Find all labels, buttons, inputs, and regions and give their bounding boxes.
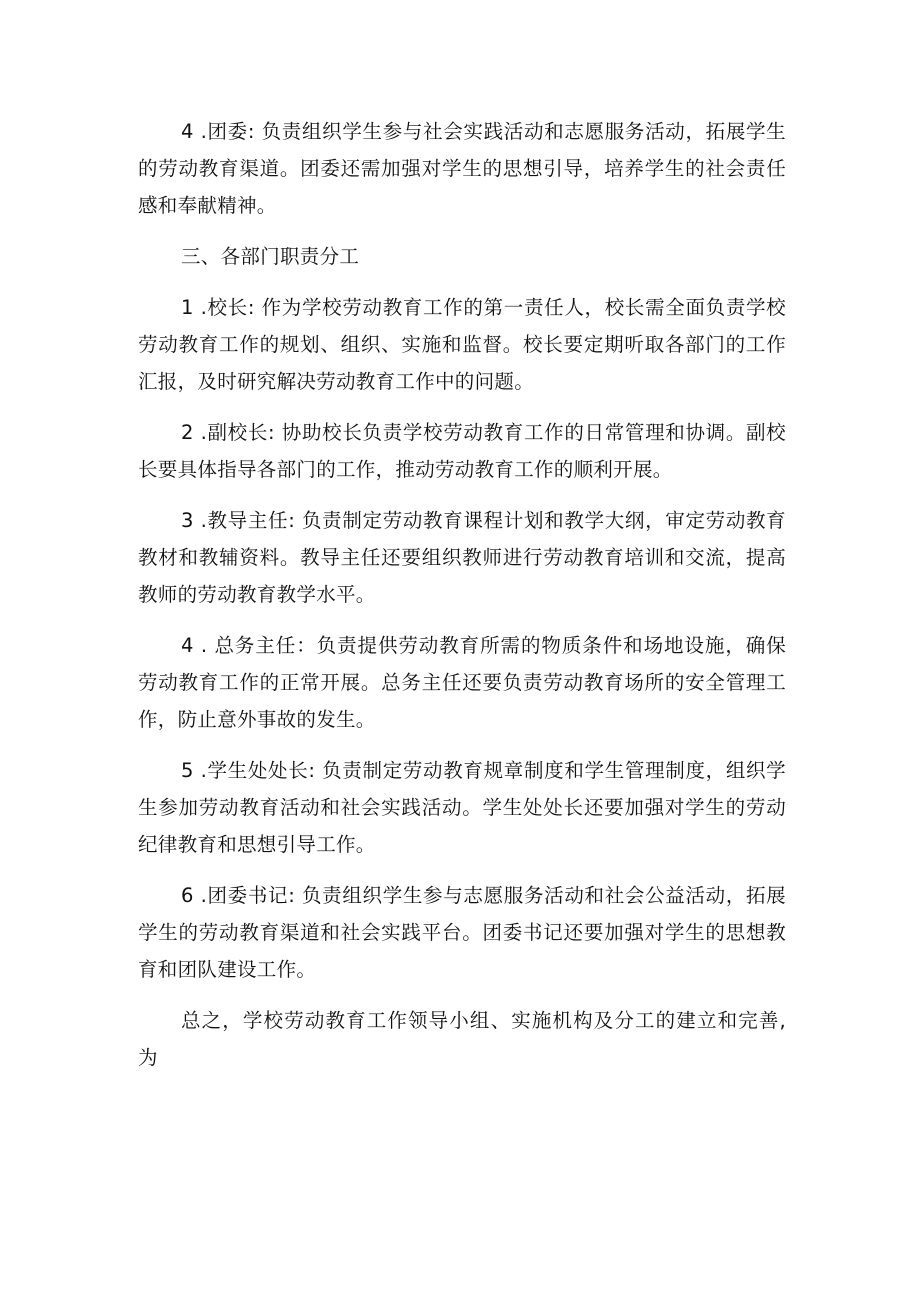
paragraph-dean: 3 .教导主任: 负责制定劳动教育课程计划和教学大纲，审定劳动教育教材和教辅资料。教导主任还要组织教师进行劳动教育培训和交流，提高教师的劳动教育教学水平。 — [138, 509, 786, 606]
paragraph-tuanwei: 4 .团委: 负责组织学生参与社会实践活动和志愿服务活动，拓展学生的劳动教育渠道。团委还需加强对学生的思想引导，培养学生的社会责任感和奉献精神。 — [138, 120, 786, 217]
paragraph-conclusion: 总之，学校劳动教育工作领导小组、实施机构及分工的建立和完善, 为 — [138, 1009, 786, 1069]
paragraph-student-affairs: 5 .学生处处长: 负责制定劳动教育规章制度和学生管理制度，组织学生参加劳动教育活动和社会实践活动。学生处处长还要加强对学生的劳动纪律教育和思想引导工作。 — [138, 759, 786, 856]
paragraph-general-affairs: 4 . 总务主任：负责提供劳动教育所需的物质条件和场地设施，确保劳动教育工作的正常开展。总务主任还要负责劳动教育场所的安全管理工作，防止意外事故的发生。 — [138, 634, 786, 731]
paragraph-league-secretary: 6 .团委书记: 负责组织学生参与志愿服务活动和社会公益活动，拓展学生的劳动教育渠道和社会实践平台。团委书记还要加强对学生的思想教育和团队建设工作。 — [138, 884, 786, 981]
document-body — [138, 113, 786, 1090]
paragraph-principal: 1 .校长: 作为学校劳动教育工作的第一责任人，校长需全面负责学校劳动教育工作的规划、组织、实施和监督。校长要定期听取各部门的工作汇报，及时研究解决劳动教育工作中的问题。 — [138, 296, 786, 393]
section-heading: 三、各部门职责分工 — [181, 245, 360, 268]
paragraph-vice-principal: 2 .副校长: 协助校长负责学校劳动教育工作的日常管理和协调。副校长要具体指导各部门的工作，推动劳动教育工作的顺利开展。 — [138, 421, 786, 481]
